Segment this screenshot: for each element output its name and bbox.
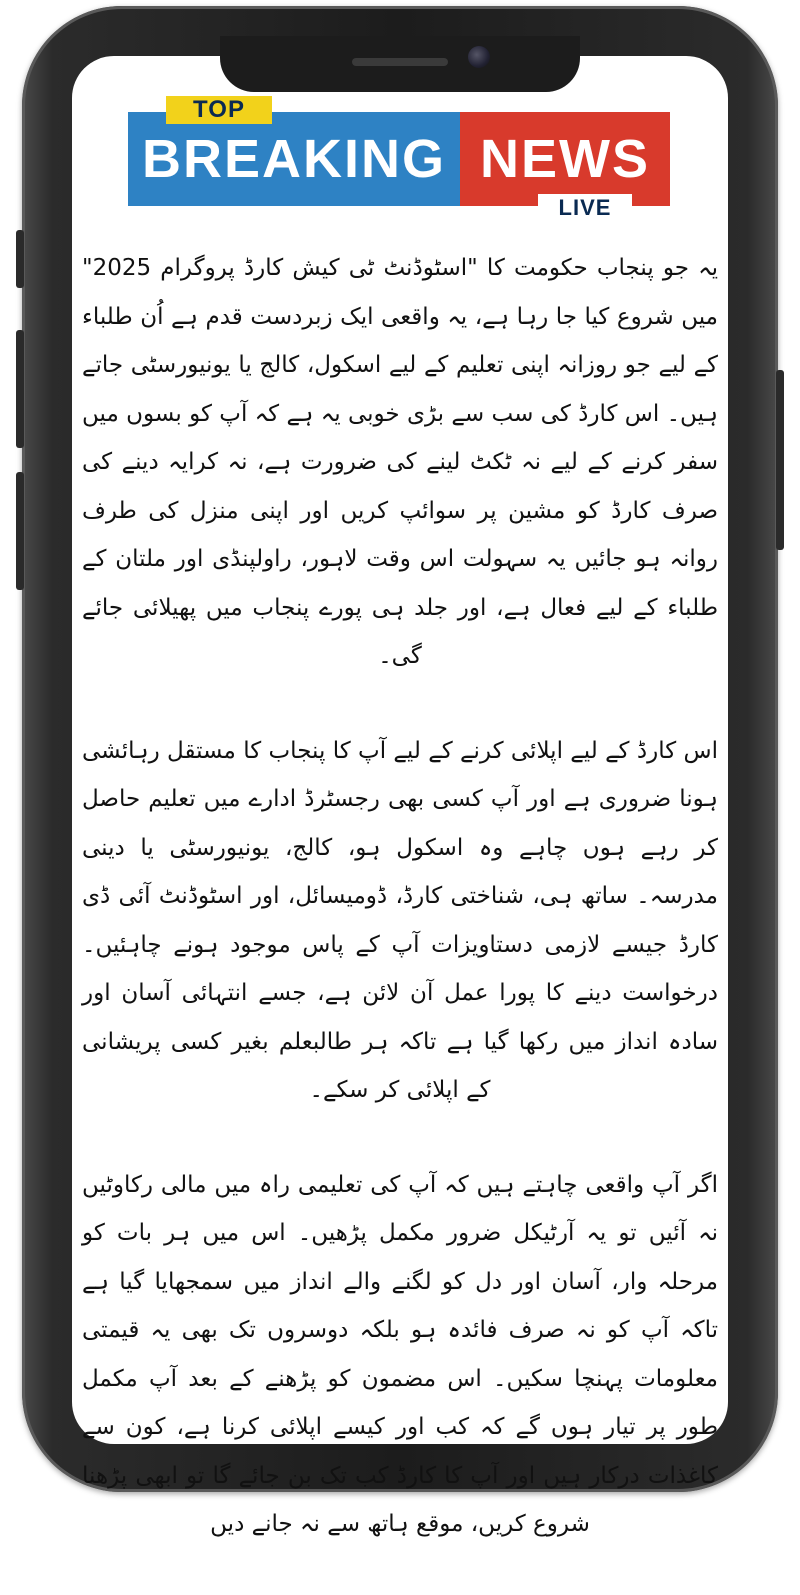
banner-news-label: NEWS xyxy=(460,112,670,206)
article-paragraph-1: یہ جو پنجاب حکومت کا "اسٹوڈنٹ ٹی کیش کارڈ پروگرام 2025" میں شروع کیا جا رہا ہے، یہ واقعی ایک زبردست قدم ہے اُن طلباء کے لیے جو روزانہ اپنی تعلیم کے لیے اسکول، کالج یا یونیورسٹی جاتے ہیں۔ اس کارڈ کی سب سے بڑی خوبی یہ ہے کہ آپ کو بسوں میں سفر کرنے کے لیے نہ ٹکٹ لینے کی ضرورت ہے، نہ کرایہ دینے کی صرف کارڈ کو مشین پر سوائپ کریں اور اپنی منزل کی طرف روانہ ہو جائیں یہ سہولت اس وقت لاہور، راولپنڈی اور ملتان کے طلباء کے لیے فعال ہے، اور جلد ہی پورے پنجاب میں پھیلائی جائے گی۔ xyxy=(82,255,718,669)
volume-up-button xyxy=(16,330,24,448)
article-body xyxy=(82,244,718,1595)
article-paragraph-2: اس کارڈ کے لیے اپلائی کرنے کے لیے آپ کا پنجاب کا مستقل رہائشی ہونا ضروری ہے اور آپ کسی بھی رجسٹرڈ ادارے میں تعلیم حاصل کر رہے ہوں چاہے وہ اسکول ہو، کالج، یونیورسٹی یا دینی مدرسہ۔ ساتھ ہی، شناختی کارڈ، ڈومیسائل، اور اسٹوڈنٹ آئی ڈی کارڈ جیسے لازمی دستاویزات آپ کے پاس موجود ہونے چاہئیں۔ درخواست دینے کا پورا عمل آن لائن ہے، جسے انتہائی آسان اور سادہ انداز میں رکھا گیا ہے تاکہ ہر طالبعلم بغیر کسی پریشانی کے اپلائی کر سکے۔ xyxy=(82,737,718,1103)
power-button xyxy=(776,370,784,550)
article-paragraph-3: اگر آپ واقعی چاہتے ہیں کہ آپ کی تعلیمی راہ میں مالی رکاوٹیں نہ آئیں تو یہ آرٹیکل ضرور مکمل پڑھیں۔ اس میں ہر بات کو مرحلہ وار، آسان اور دل کو لگنے والے انداز میں سمجھایا گیا ہے تاکہ آپ کو نہ صرف فائدہ ہو بلکہ دوسروں تک بھی یہ قیمتی معلومات پہنچا سکیں۔ اس مضمون کو پڑھنے کے بعد آپ مکمل طور پر تیار ہوں گے کہ کب اور کیسے اپلائی کرنا ہے، کون سے کاغذات درکار ہیں اور آپ کا کارڈ کب تک بن جائے گا تو ابھی پڑھنا شروع کریں، موقع ہاتھ سے نہ جانے دیں xyxy=(82,1171,718,1537)
front-camera-icon xyxy=(468,46,490,68)
mute-switch xyxy=(16,230,24,288)
speaker-grille xyxy=(352,58,448,66)
banner-live-tag: LIVE xyxy=(538,194,632,222)
breaking-news-banner xyxy=(128,96,670,220)
banner-breaking-label: BREAKING xyxy=(128,112,460,206)
volume-down-button xyxy=(16,472,24,590)
banner-top-tag: TOP xyxy=(166,96,272,124)
